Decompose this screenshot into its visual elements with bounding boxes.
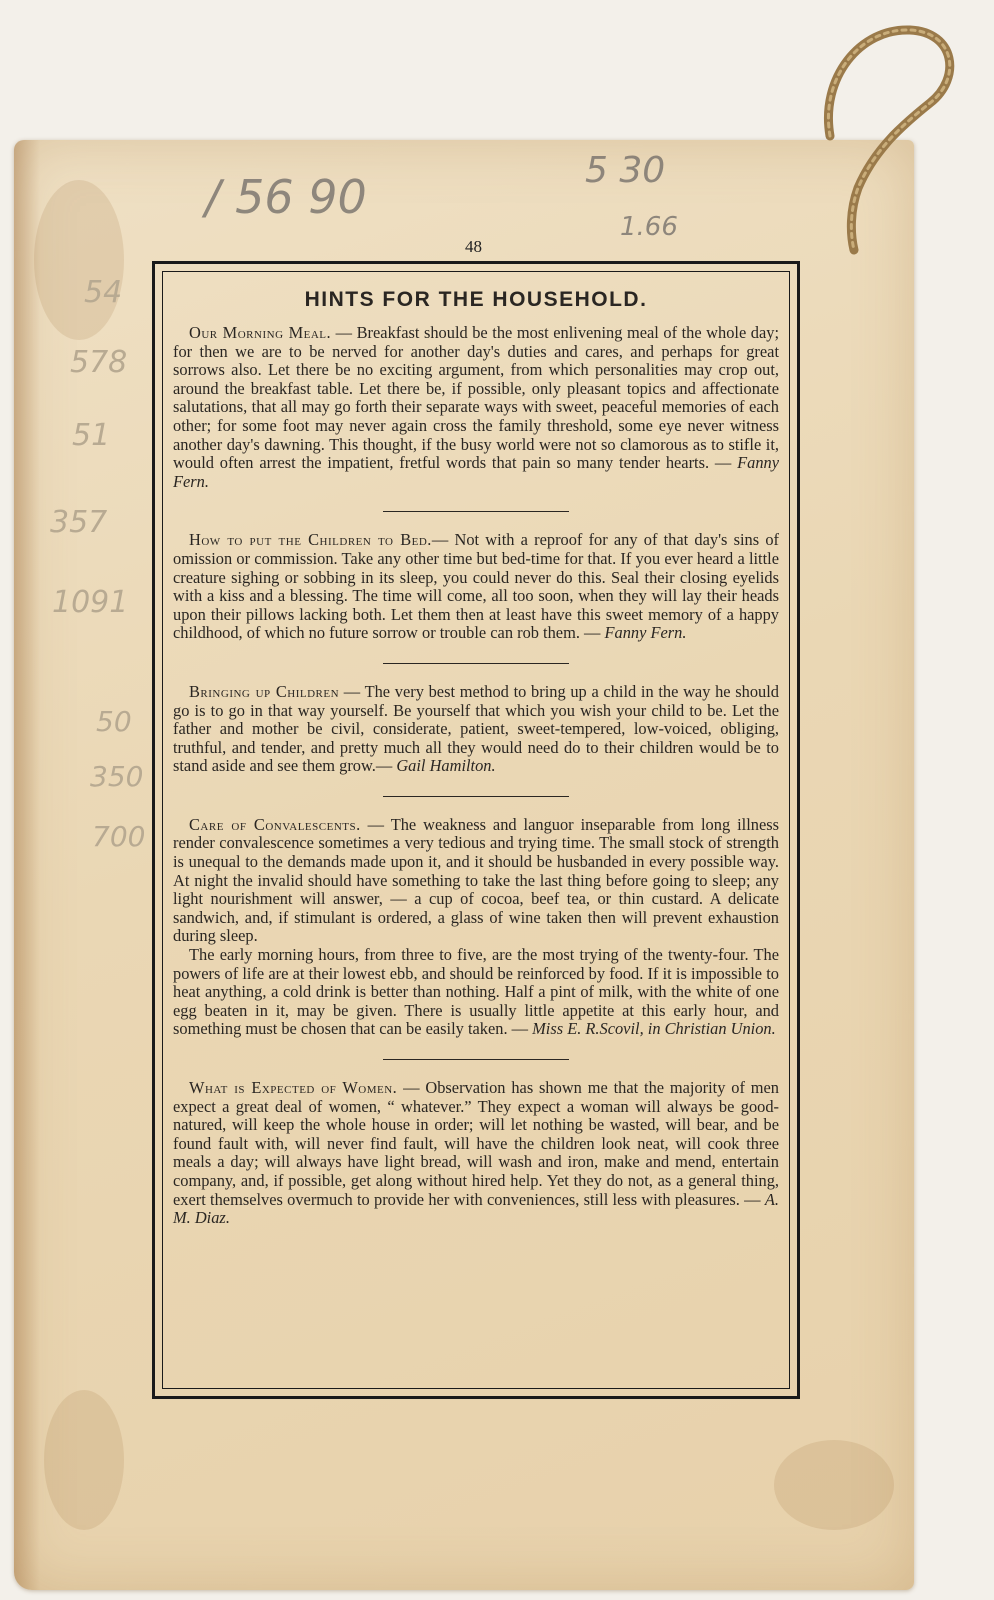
article-expected-of-women [173,1079,779,1228]
article-heading: Bringing up Children [189,681,340,701]
heading-separator: — [431,530,455,550]
article-heading: How to put the Children to Bed. [189,530,432,550]
article-body: Not with a reproof for any of that day's sins of omission or commission. Take any other time but bed-time for that. If you ever heard a little creature sighing or sobbing in its sleep, you could never do this. Seal their closing eyelids with a kiss and a blessing. The time will come, all too soon, when they will lay their heads upon their pillows lacking both. Let them then at least have this sweet memory of a happy childhood, of which no future sorrow or trouble can rob them. — [173,530,779,643]
heading-separator: — [397,1078,426,1097]
pencil-margin-note: 1091 [52,585,129,620]
article-body: Observation has shown me that the majority of men expect a great deal of women, “ whatever.” They expect a woman will always be good-natured, will keep the whole house in order; will let nothing be wasted, will bear, and be found fault with, will never find fault, will have the children look neat, will cook three meals a day; will always have light bread, will wash and iron, make and mend, entertain company, and, if possible, get along without hired help. Yet they do not, as a general thing, exert themselves overmuch to provide her with conveniences, still less with pleasures. — [173,1078,780,1209]
article-heading: Care of Convalescents. [189,814,361,834]
pencil-margin-note: 700 [92,820,146,853]
pencil-margin-note: 578 [70,345,128,380]
article-frame [152,261,800,1399]
article-convalescents [173,816,779,1039]
article-paragraph [173,683,779,776]
article-morning-meal [173,324,779,491]
article-bringing-up-children [173,683,779,776]
heading-separator: — [339,681,365,701]
hanging-string-loop [820,18,960,258]
article-heading: Our Morning Meal. [189,323,332,342]
article-body: The early morning hours, from three to five, are the most trying of the twenty-four. The powers of life are at their lowest ebb, and should be reinforced by food. If it is impossible to heat anything, a cold drink is better than nothing. Half a pint of milk, with the white of one egg beaten in it, may be given. There is usually little appetite at this early hour, and something must be chosen that can be easily taken. — [173,945,779,1039]
article-children-bed [173,531,779,643]
article-paragraph [173,946,779,1039]
article-author: Fanny Fern. [173,453,779,491]
article-paragraph [173,816,779,946]
section-divider [383,511,569,512]
article-body: The weakness and languor inseparable from long illness render convalescence sometimes a very tedious and trying time. The small stock of strength is unequal to the demands made upon it, and it should be husbanded in every possible way. At night the invalid should have something to take the last thing before going to sleep; any light nourishment will answer, — a cup of cocoa, beef tea, or thin custard. A delicate sandwich, and, if stimulant is ordered, a glass of wine taken then will prevent exhaustion during sleep. [173,814,779,946]
pencil-margin-note: 350 [90,760,144,793]
heading-separator: — [360,814,391,834]
article-heading: What is Expected of Women. [189,1078,398,1097]
pencil-note: 5 30 [585,150,666,191]
pencil-note: 1.66 [620,212,678,242]
heading-separator: — [331,323,357,342]
paper-stain [34,180,124,340]
article-body: The very best method to bring up a child in the way he should go is to go in that way yourself. Be yourself that which you wish your child to be. Let the father and mother be civil, considerate, patient, sweet-tempered, low-voiced, obliging, truthful, and tender, and pretty much all they would need do to their children would be to stand aside and see them grow.— [173,681,779,776]
article-author: A. M. Diaz. [173,1189,779,1228]
section-divider [383,663,569,664]
pencil-margin-note: 51 [72,418,111,453]
page-number: 48 [465,237,482,256]
paper-stain [44,1390,124,1530]
pencil-margin-note: 357 [50,505,108,540]
section-divider [383,796,569,797]
paper-stain [774,1440,894,1530]
article-body: Breakfast should be the most enlivening meal of the whole day; for then we are to be nerved for another day's duties and cares, and perhaps for great sorrows also. Let there be no exciting argument, from which personalities may crop out, around the breakfast table. Let there be, if possible, only pleasant topics and affectionate salutations, that all may go forth their separate ways with sweet, peaceful memories of each other; for some foot may never again cross the family threshold, some eye never witness another day's dawning. This thought, if the busy world were not so clamorous as to stifle it, would often arrest the impatient, fretful words that pain so many tender hearts. — [173,323,780,473]
pencil-note: / 56 90 [205,170,367,224]
article-author: Miss E. R.Scovil, in Christian Union. [532,1019,776,1039]
article-author: Fanny Fern. [604,623,687,643]
article-paragraph [173,324,779,491]
page-title: HINTS FOR THE HOUSEHOLD. [304,288,648,311]
pencil-margin-note: 54 [84,275,123,310]
pencil-margin-note: 50 [96,705,132,738]
article-content [173,282,779,1228]
article-paragraph [173,531,779,643]
article-paragraph [173,1079,779,1228]
section-divider [383,1059,569,1060]
article-author: Gail Hamilton. [396,756,496,776]
